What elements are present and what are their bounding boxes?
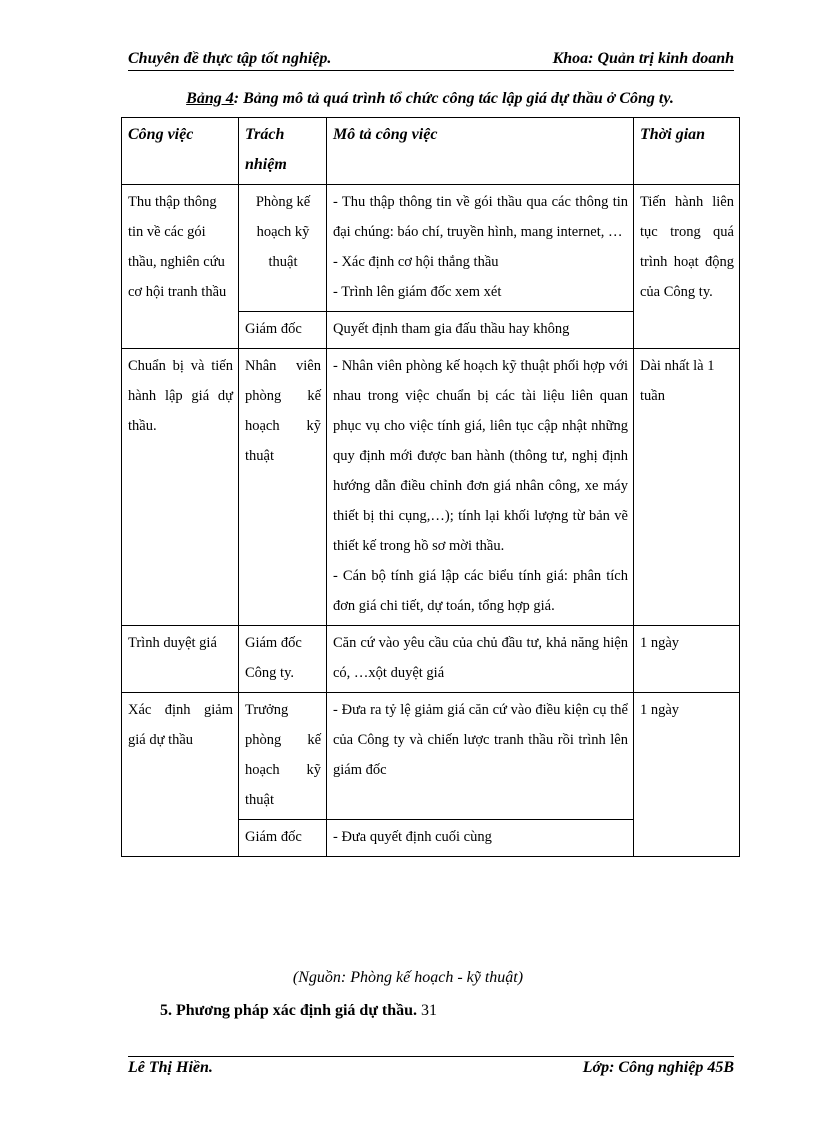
page-footer [128, 1056, 734, 1077]
description-line: - Xác định cơ hội thắng thầu [333, 254, 499, 270]
table-row [122, 349, 740, 626]
time-cell: 1 ngày [634, 693, 740, 857]
table-header-row [122, 118, 740, 185]
table-caption [122, 90, 738, 108]
header-responsibility: Trách nhiệm [239, 118, 327, 185]
description-cell: - Đưa ra tỷ lệ giảm giá căn cứ vào điều kiện cụ thể của Công ty và chiến lược tranh thầu rồi trình lên giám đốc [327, 693, 634, 820]
description-line: - Cán bộ tính giá lập các biểu tính giá: phân tích đơn giá chi tiết, dự toán, tổng hợp giá. [333, 568, 628, 614]
description-cell: - Đưa quyết định cuối cùng [327, 820, 634, 857]
header-left: Chuyên đề thực tập tốt nghiệp. [128, 50, 332, 67]
caption-text: : Bảng mô tả quá trình tổ chức công tác lập giá dự thầu ở Công ty. [233, 90, 674, 107]
table-source: (Nguồn: Phòng kế hoạch - kỹ thuật) [292, 969, 524, 986]
process-table [121, 117, 740, 857]
responsibility-cell: Giám đốc [239, 820, 327, 857]
responsibility-cell: Giám đốc [239, 312, 327, 349]
responsibility-cell: Phòng kế hoạch kỹ thuật [239, 185, 327, 312]
responsibility-cell: Trưởng phòng kế hoạch kỹ thuật [239, 693, 327, 820]
time-cell: Tiến hành liên tục trong quá trình hoạt động của Công ty. [634, 185, 740, 349]
table-row [122, 626, 740, 693]
description-line: - Thu thập thông tin về gói thầu qua các thông tin đại chúng: báo chí, truyền hình, mang internet, … [333, 194, 628, 240]
page-header [128, 50, 734, 71]
description-line: - Trình lên giám đốc xem xét [333, 284, 502, 300]
time-cell: 1 ngày [634, 626, 740, 693]
task-cell: Thu thập thông tin về các gói thầu, nghiên cứu cơ hội tranh thầu [122, 185, 239, 349]
header-description: Mô tả công việc [327, 118, 634, 185]
description-cell: Căn cứ vào yêu cầu của chủ đầu tư, khả năng hiện có, …xột duyệt giá [327, 626, 634, 693]
section-title: 5. Phương pháp xác định giá dự thầu. [160, 1002, 418, 1019]
description-cell: Quyết định tham gia đấu thầu hay không [327, 312, 634, 349]
header-time: Thời gian [634, 118, 740, 185]
table-row [122, 693, 740, 820]
time-cell: Dài nhất là 1 tuần [634, 349, 740, 626]
responsibility-cell: Nhân viên phòng kế hoạch kỹ thuật [239, 349, 327, 626]
responsibility-cell: Giám đốc Công ty. [239, 626, 327, 693]
task-cell: Chuẩn bị và tiến hành lập giá dự thầu. [122, 349, 239, 626]
description-cell [327, 349, 634, 626]
footer-right: Lớp: Công nghiệp 45B [582, 1059, 734, 1076]
section-page: 31 [417, 1002, 438, 1019]
task-cell: Trình duyệt giá [122, 626, 239, 693]
header-right: Khoa: Quản trị kinh doanh [552, 50, 734, 67]
caption-label: Bảng 4 [186, 90, 234, 107]
task-cell: Xác định giảm giá dự thầu [122, 693, 239, 857]
footer-left: Lê Thị Hiền. [128, 1059, 213, 1076]
description-line: - Nhân viên phòng kế hoạch kỹ thuật phối hợp với nhau trong việc chuẩn bị các tài liệu liên quan phục vụ cho việc tính giá, liên tục cập nhật những quy định mới được ban hành (thông tư, nghị định hướng dẫn điều chỉnh đơn giá nhân công, xe máy thiết bị thi cụng,…); tính lại khối lượng từ bản vẽ thiết kế trong hồ sơ mời thầu. [333, 358, 628, 554]
header-task: Công việc [122, 118, 239, 185]
description-cell [327, 185, 634, 312]
table-row [122, 185, 740, 312]
section-heading [160, 1002, 437, 1020]
